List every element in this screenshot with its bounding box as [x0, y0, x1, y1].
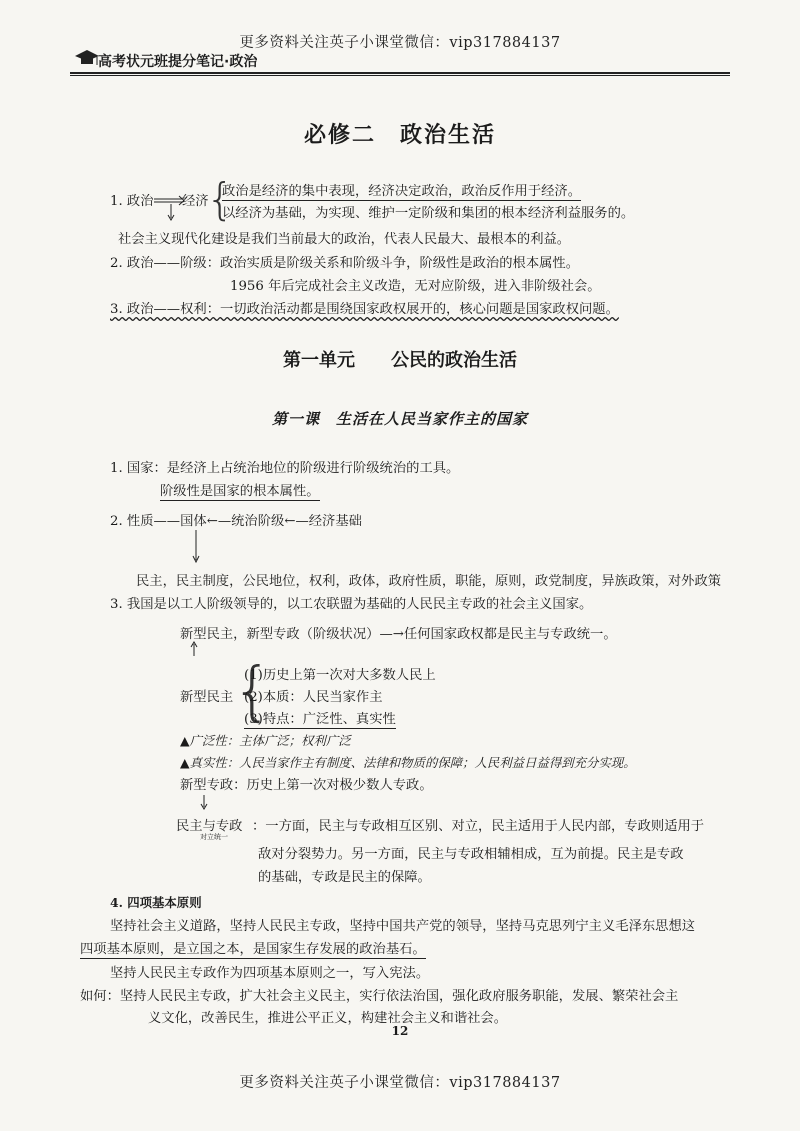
- lesson-p1-sub: 阶级性是国家的根本属性。: [160, 484, 320, 499]
- p3-down-arrow: [198, 793, 210, 811]
- graduation-cap-icon: [74, 48, 100, 68]
- lesson-p3-dem-b: 敌对分裂势力。另一方面，民主与专政相辅相成，互为前提。民主是专政: [258, 847, 684, 862]
- nd-item-1: (1)历史上第一次对大多数人民上: [244, 668, 436, 683]
- lesson-p3-dem-label: 民主与专政: [176, 819, 243, 834]
- lesson-p4-e: 义文化，改善民生，推进公平正义，构建社会主义和谐社会。: [148, 1011, 508, 1026]
- item3-text: 3. 政治——权利：一切政治活动都是围绕国家政权展开的，核心问题是国家政权问题。: [110, 302, 619, 317]
- header-rule-thin: [70, 75, 730, 76]
- item2-text: 2. 政治——阶级：政治实质是阶级关系和阶级斗争，阶级性是政治的根本属性。: [110, 256, 580, 271]
- p3-brace: {: [232, 655, 273, 729]
- lesson-p3-nd-label: 新型民主: [180, 690, 234, 705]
- lesson-p3-newdict: 新型专政：历史上第一次对极少数人专政。: [180, 778, 433, 793]
- p3-up-arrow: [188, 640, 200, 658]
- watermark-top: 更多资料关注英子小课堂微信：vip317884137: [239, 35, 561, 51]
- lesson-p3-new: 新型民主，新型专政（阶级状况）—→任何国家政权都是民主与专政统一。: [180, 627, 617, 642]
- lesson-p4-a: 坚持社会主义道路，坚持人民民主专政，坚持中国共产党的领导，坚持马克思列宁主义毛泽东思想这: [110, 919, 696, 934]
- lesson-title: 第一课 生活在人民当家作主的国家: [271, 410, 528, 428]
- lesson-p1: 1. 国家：是经济上占统治地位的阶级进行阶级统治的工具。: [110, 461, 460, 476]
- lesson-p3: 3. 我国是以工人阶级领导的，以工农联盟为基础的人民民主专政的社会主义国家。: [110, 597, 593, 612]
- item1-line-c: 社会主义现代化建设是我们当前最大的政治，代表人民最大、最根本的利益。: [118, 232, 571, 247]
- item1-line-a: 政治是经济的集中表现，经济决定政治，政治反作用于经济。: [222, 184, 582, 199]
- item1-prefix: 1. 政治: [110, 194, 154, 209]
- item1-econ: 经济: [182, 194, 209, 209]
- item1-line-b: 以经济为基础，为实现、维护一定阶级和集团的根本经济利益服务的。: [222, 206, 635, 221]
- lesson-p2-list: 民主，民主制度，公民地位，权利，政体，政府性质，职能，原则，政党制度，异族政策，对外政策: [136, 574, 722, 589]
- item1-brace: {: [206, 174, 234, 225]
- lesson-p3-dem-a: ：一方面，民主与专政相互区别、对立，民主适用于人民内部，专政则适用于: [252, 819, 705, 834]
- page-number: 12: [391, 1024, 409, 1038]
- lesson-p3-note2: ▲真实性：人民当家作主有制度、法律和物质的保障；人民利益日益得到充分实现。: [180, 755, 636, 770]
- lesson-p4-b: 四项基本原则，是立国之本，是国家生存发展的政治基石。: [80, 942, 426, 957]
- nd-item-2: (2)本质：人民当家作主: [244, 690, 383, 705]
- item2-sub: 1956 年后完成社会主义改造，无对应阶级，进入非阶级社会。: [230, 279, 601, 294]
- page-title: 必修二 政治生活: [303, 123, 496, 148]
- lesson-p3-note1: ▲广泛性：主体广泛；权利广泛: [180, 733, 351, 748]
- lesson-p3-dem-c: 的基础，专政是民主的保障。: [258, 870, 431, 885]
- header-rule: [70, 72, 730, 74]
- p2-down-arrow: [190, 528, 202, 564]
- unit-title: 第一单元 公民的政治生活: [283, 350, 517, 371]
- lesson-p4-title: 4. 四项基本原则: [110, 895, 202, 910]
- nd-item-3: (3)特点：广泛性、真实性: [244, 712, 396, 727]
- lesson-p3-dem-tiny: 对立统一: [200, 833, 228, 841]
- lesson-p2: 2. 性质——国体←—统治阶级←—经济基础: [110, 514, 362, 529]
- lesson-p4-d: 如何：坚持人民民主专政，扩大社会主义民主，实行依法治国，强化政府服务职能，发展、繁荣社会主: [80, 989, 679, 1004]
- watermark-bottom: 更多资料关注英子小课堂微信：vip317884137: [239, 1075, 561, 1091]
- header-book-title: 高考状元班提分笔记·政治: [98, 54, 258, 70]
- lesson-p4-c: 坚持人民民主专政作为四项基本原则之一，写入宪法。: [110, 966, 430, 981]
